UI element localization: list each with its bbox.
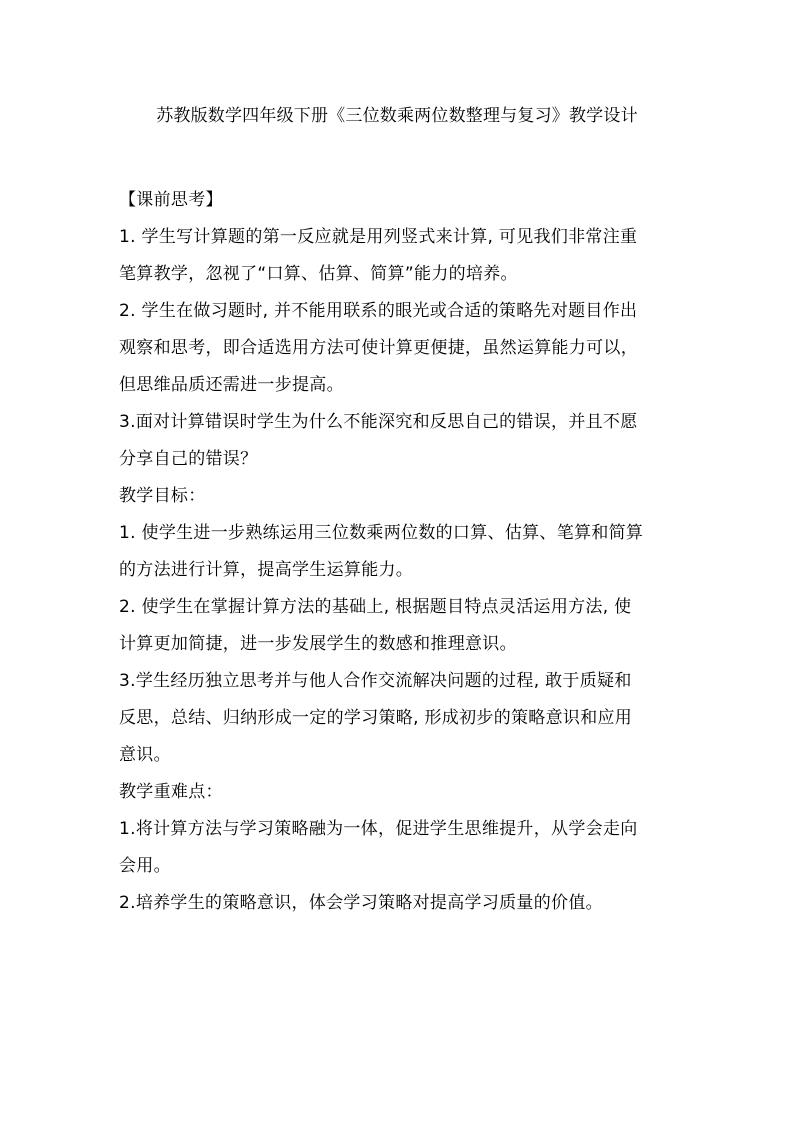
paragraph-line: 的方法进行计算，提高学生运算能力。 <box>119 560 414 580</box>
paragraph-line: 3.面对计算错误时学生为什么不能深究和反思自己的错误，并且不愿 <box>119 412 638 432</box>
paragraph-line: 会用。 <box>119 856 171 876</box>
paragraph-line: 1.将计算方法与学习策略融为一体，促进学生思维提升，从学会走向 <box>119 819 638 839</box>
section-heading-key-difficulties: 教学重难点： <box>119 782 223 802</box>
paragraph-line: 3.学生经历独立思考并与他人合作交流解决问题的过程, 敢于质疑和 <box>119 671 632 691</box>
document-body <box>119 182 679 922</box>
paragraph-line: 但思维品质还需进一步提高。 <box>119 375 344 395</box>
paragraph-line: 反思，总结、归纳形成一定的学习策略, 形成初步的策略意识和应用 <box>119 708 633 728</box>
paragraph-line: 1. 使学生进一步熟练运用三位数乘两位数的口算、估算、笔算和简算 <box>119 523 644 543</box>
paragraph-line: 2. 学生在做习题时, 并不能用联系的眼光或合适的策略先对题目作出 <box>119 301 638 321</box>
paragraph-line: 计算更加简捷，进一步发展学生的数感和推理意识。 <box>119 634 517 654</box>
paragraph-line: 2. 使学生在掌握计算方法的基础上, 根据题目特点灵活运用方法, 使 <box>119 597 632 617</box>
section-heading-pre-class-thinking: 【课前思考】 <box>119 190 223 210</box>
section-heading-teaching-goals: 教学目标： <box>119 486 206 506</box>
paragraph-line: 1. 学生写计算题的第一反应就是用列竖式来计算, 可见我们非常注重 <box>119 227 638 247</box>
paragraph-line: 观察和思考，即合适选用方法可使计算更便捷，虽然运算能力可以， <box>119 338 638 358</box>
document-title: 苏教版数学四年级下册《三位数乘两位数整理与复习》教学设计 <box>156 106 638 126</box>
paragraph-line: 意识。 <box>119 745 171 765</box>
paragraph-line: 2.培养学生的策略意识，体会学习策略对提高学习质量的价值。 <box>119 893 603 913</box>
paragraph-line: 分享自己的错误？ <box>119 449 258 469</box>
paragraph-line: 笔算教学，忽视了“口算、估算、简算”能力的培养。 <box>119 264 518 284</box>
